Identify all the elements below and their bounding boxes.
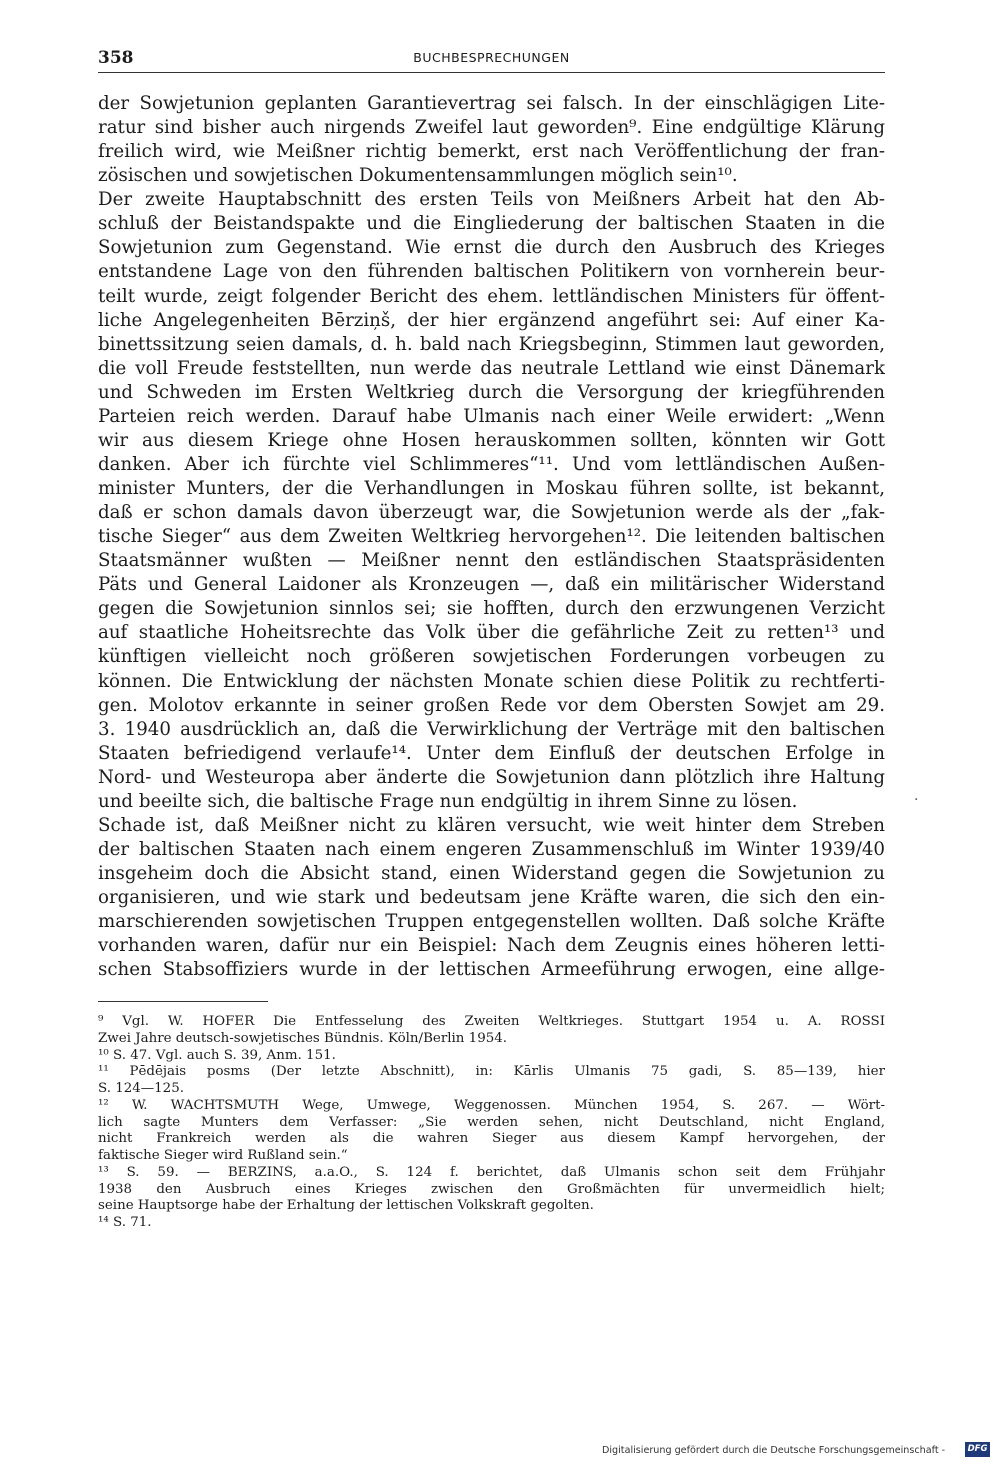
margin-mark: ·: [914, 792, 919, 808]
footnote-line: ¹⁴ S. 71.: [98, 1215, 152, 1230]
footnote-line: lich sagte Munters dem Verfasser: „Sie werden sehen, nicht Deutschland, nicht England,: [98, 1114, 885, 1130]
body-line: 3. 1940 ausdrücklich an, daß die Verwirklichung der Verträge mit den baltischen: [98, 718, 885, 740]
body-line: können. Die Entwicklung der nächsten Monate schien diese Politik zu rechtferti-: [98, 670, 885, 692]
footnote-line: S. 124—125.: [98, 1081, 184, 1096]
body-line: Nord- und Westeuropa aber änderte die Sowjetunion dann plötzlich ihre Haltung: [98, 766, 885, 788]
body-line: tische Sieger“ aus dem Zweiten Weltkrieg hervorgehen¹². Die leitenden baltischen: [98, 526, 885, 548]
body-line: zösischen und sowjetischen Dokumentensammlungen möglich sein¹⁰.: [98, 165, 738, 187]
body-line: danken. Aber ich fürchte viel Schlimmeres“¹¹. Und vom lettländischen Außen-: [98, 453, 885, 475]
body-line: wir aus diesem Kriege ohne Hosen herauskommen sollten, könnten wir Gott: [98, 429, 885, 451]
body-text: [98, 92, 885, 982]
footnote-line: ¹² W. WACHTSMUTH Wege, Umwege, Weggenossen. München 1954, S. 267. — Wört-: [98, 1097, 885, 1113]
footnote-divider: [98, 1001, 268, 1002]
body-line: binettssitzung seien damals, d. h. bald nach Kriegsbeginn, Stimmen laut geworden,: [98, 333, 885, 355]
body-line: insgeheim doch die Absicht stand, einen Widerstand gegen die Sowjetunion zu: [98, 863, 885, 884]
footnote-line: ¹⁰ S. 47. Vgl. auch S. 39, Anm. 151.: [98, 1047, 336, 1063]
footnote-line: ¹³ S. 59. — BERZINŠ, a.a.O., S. 124 f. berichtet, daß Ulmanis schon seit dem Frühjahr: [98, 1164, 885, 1180]
body-line: Päts und General Laidoner als Kronzeugen —, daß ein militärischer Widerstand: [98, 574, 885, 596]
dfg-logo: DFG: [965, 1442, 990, 1457]
body-line: der baltischen Staaten nach einem engeren Zusammenschluß im Winter 1939/40: [98, 838, 885, 860]
footnote-line: ¹¹ Pēdējais posms (Der letzte Abschnitt), in: Kārlis Ulmanis 75 gadi, S. 85—139, hier: [98, 1064, 885, 1080]
body-line: freilich wird, wie Meißner richtig bemerkt, erst nach Veröffentlichung der fran-: [98, 141, 885, 163]
footnote-line: faktische Sieger wird Rußland sein.“: [98, 1148, 348, 1163]
body-line: entstandene Lage von den führenden baltischen Politikern von vornherein beur-: [98, 261, 885, 283]
body-line: Der zweite Hauptabschnitt des ersten Teils von Meißners Arbeit hat den Ab-: [98, 189, 885, 211]
body-line: teilt wurde, zeigt folgender Bericht des ehem. lettländischen Ministers für öffent-: [98, 285, 885, 307]
digitization-credit: Digitalisierung gefördert durch die Deutsche Forschungsgemeinschaft -: [602, 1445, 946, 1456]
body-line: Staaten befriedigend verlaufe¹⁴. Unter dem Einfluß der deutschen Erfolge in: [98, 742, 885, 764]
footnote-line: Zwei Jahre deutsch-sowjetisches Bündnis. Köln/Berlin 1954.: [98, 1030, 508, 1046]
body-line: die voll Freude feststellten, nun werde das neutrale Lettland wie einst Dänemark: [98, 357, 885, 379]
body-line: Schade ist, daß Meißner nicht zu klären versucht, wie weit hinter dem Streben: [98, 814, 885, 836]
body-line: minister Munters, der die Verhandlungen in Moskau führen sollte, ist bekannt,: [98, 478, 885, 499]
footnote-line: ⁹ Vgl. W. HOFER Die Entfesselung des Zweiten Weltkrieges. Stuttgart 1954 u. A. ROSSI: [98, 1014, 885, 1029]
body-line: der Sowjetunion geplanten Garantievertrag sei falsch. In der einschlägigen Lite-: [98, 93, 885, 114]
body-line: marschierenden sowjetischen Truppen entgegenstellen wollten. Daß solche Kräfte: [98, 911, 885, 933]
footnote-line: 1938 den Ausbruch eines Krieges zwischen den Großmächten für unvermeidlich hielt;: [98, 1181, 885, 1197]
body-line: liche Angelegenheiten Bērziņš, der hier ergänzend angeführt sei: Auf einer Ka-: [98, 309, 885, 331]
body-line: vorhanden waren, dafür nur ein Beispiel: Nach dem Zeugnis eines höheren letti-: [98, 935, 885, 957]
body-line: Staatsmänner wußten — Meißner nennt den estländischen Staatspräsidenten: [98, 550, 885, 572]
footnote-line: nicht Frankreich werden als die wahren Sieger aus diesem Kampf hervorgehen, der: [98, 1131, 885, 1147]
footnote-line: seine Hauptsorge habe der Erhaltung der lettischen Volkskraft gegolten.: [98, 1198, 594, 1214]
body-line: schluß der Beistandspakte und die Eingliederung der baltischen Staaten in die: [98, 213, 885, 235]
body-line: schen Stabsoffiziers wurde in der lettischen Armeeführung erwogen, eine allge-: [98, 959, 885, 981]
footnotes: [98, 1014, 885, 1232]
page-number: 358: [98, 48, 134, 68]
body-line: ratur sind bisher auch nirgends Zweifel laut geworden⁹. Eine endgültige Klärung: [98, 117, 885, 139]
body-line: daß er schon damals davon überzeugt war, die Sowjetunion werde als der „fak-: [98, 502, 885, 524]
running-head: BUCHBESPRECHUNGEN: [413, 50, 570, 65]
body-line: auf staatliche Hoheitsrechte das Volk über die gefährliche Zeit zu retten¹³ und: [98, 622, 885, 644]
body-line: und beeilte sich, die baltische Frage nun endgültig in ihrem Sinne zu lösen.: [98, 790, 798, 812]
body-line: gegen die Sowjetunion sinnlos sei; sie hofften, durch den erzwungenen Verzicht: [98, 598, 885, 620]
body-line: Sowjetunion zum Gegenstand. Wie ernst die durch den Ausbruch des Krieges: [98, 237, 885, 259]
body-line: gen. Molotov erkannte in seiner großen Rede vor dem Obersten Sowjet am 29.: [98, 694, 885, 716]
body-line: künftigen vielleicht noch größeren sowjetischen Forderungen vorbeugen zu: [98, 646, 885, 668]
page-header: [98, 46, 885, 73]
body-line: Parteien reich werden. Darauf habe Ulmanis nach einer Weile erwidert: „Wenn: [98, 405, 885, 427]
body-line: organisieren, und wie stark und bedeutsam jene Kräfte waren, die sich den ein-: [98, 887, 885, 909]
body-line: und Schweden im Ersten Weltkrieg durch die Versorgung der kriegführenden: [98, 381, 885, 403]
